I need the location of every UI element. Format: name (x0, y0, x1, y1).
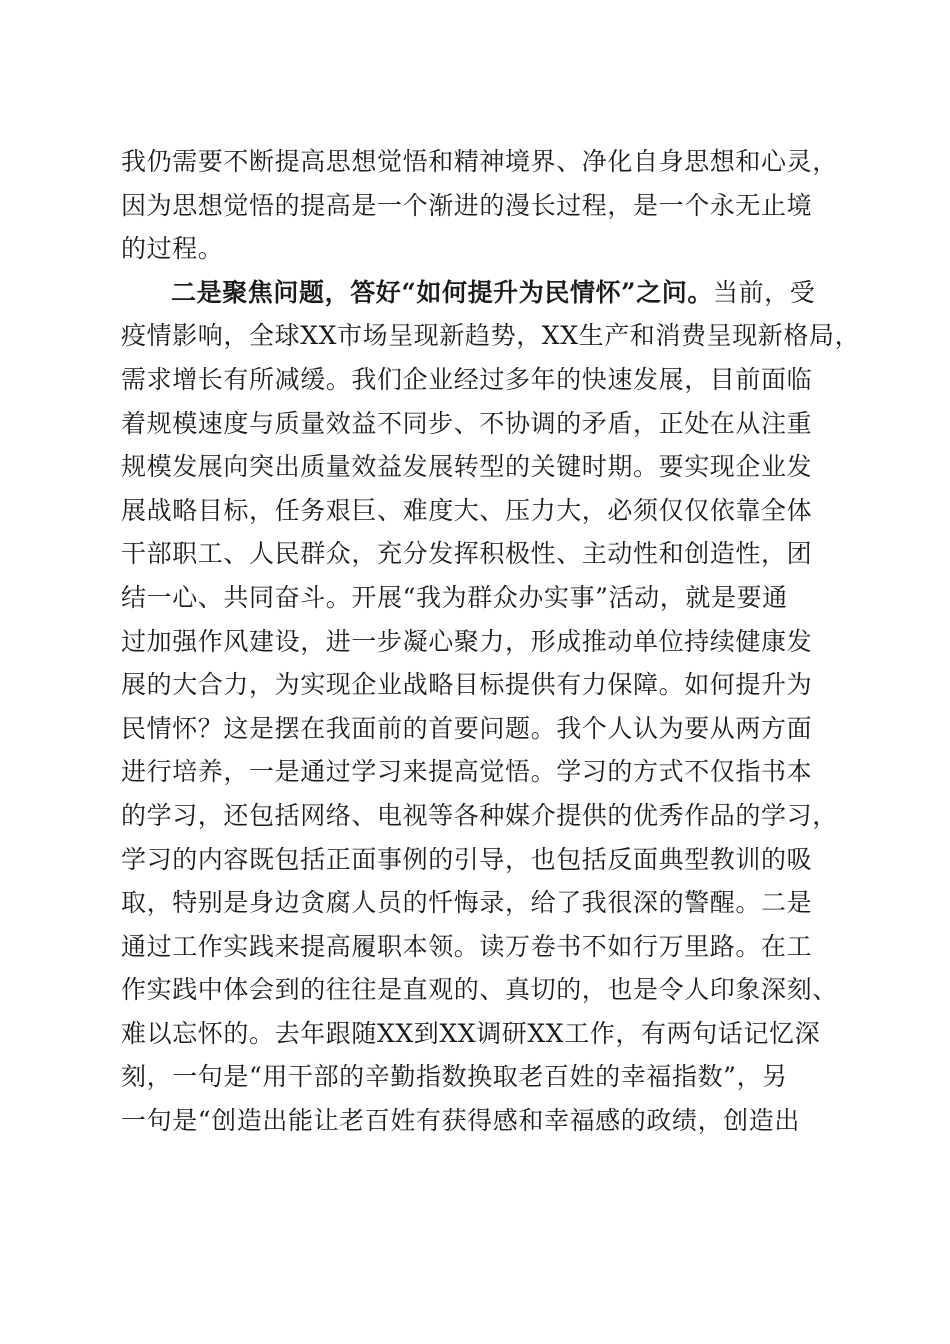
text-line: 结一心、共同奋斗。开展“我为群众办实事”活动，就是要通 (121, 582, 788, 612)
text-line: 干部职工、人民群众，充分发挥积极性、主动性和创造性，团 (121, 539, 813, 569)
text-line: 展的大合力，为实现企业战略目标提供有力保障。如何提升为 (121, 670, 813, 700)
text-line: 规模发展向突出质量效益发展转型的关键时期。要实现企业发 (121, 452, 813, 482)
body-text (121, 140, 861, 1143)
text-line: 取，特别是身边贪腐人员的忏悔录，给了我很深的警醒。二是 (121, 888, 813, 918)
text-line: 的学习，还包括网络、电视等各种媒介提供的优秀作品的学习， (121, 800, 838, 830)
text-line: 展战略目标，任务艰巨、难度大、压力大，必须仅仅依靠全体 (121, 495, 813, 525)
paragraph-2 (121, 271, 861, 1143)
text-line: 需求增长有所减缓。我们企业经过多年的快速发展，目前面临 (121, 364, 813, 394)
text-line: 我仍需要不断提高思想觉悟和精神境界、净化自身思想和心灵， (121, 147, 838, 176)
paragraph-1 (121, 140, 838, 271)
text-line: 进行培养，一是通过学习来提高觉悟。学习的方式不仅指书本 (121, 757, 813, 787)
text-line: 民情怀？这是摆在我面前的首要问题。我个人认为要从两方面 (121, 713, 813, 743)
paragraph-lead-heading: 二是聚焦问题，答好“如何提升为民情怀”之问。 (171, 277, 713, 307)
text-line: 疫情影响，全球XX市场呈现新趋势，XX生产和消费呈现新格局， (121, 321, 861, 351)
text-line: 过加强作风建设，进一步凝心聚力，形成推动单位持续健康发 (121, 626, 813, 656)
text-line: 难以忘怀的。去年跟随XX到XX调研XX工作，有两句话记忆深 (121, 1018, 821, 1048)
text-line: 着规模速度与质量效益不同步、不协调的矛盾，正处在从注重 (121, 408, 813, 438)
text-line: 一句是“创造出能让老百姓有获得感和幸福感的政绩，创造出 (121, 1106, 800, 1136)
text-line: 学习的内容既包括正面事例的引导，也包括反面典型教训的吸 (121, 844, 813, 874)
text-line: 刻，一句是“用干部的辛勤指数换取老百姓的幸福指数”，另 (121, 1062, 788, 1092)
text-line: 作实践中体会到的往往是直观的、真切的，也是令人印象深刻、 (121, 975, 838, 1005)
text-line: 的过程。 (121, 234, 224, 264)
text-line-first (121, 271, 833, 315)
text-line: 通过工作实践来提高履职本领。读万卷书不如行万里路。在工 (121, 931, 813, 961)
text-line: 因为思想觉悟的提高是一个渐进的漫长过程，是一个永无止境 (121, 190, 813, 220)
first-line-rest: 当前，受 (712, 277, 816, 307)
